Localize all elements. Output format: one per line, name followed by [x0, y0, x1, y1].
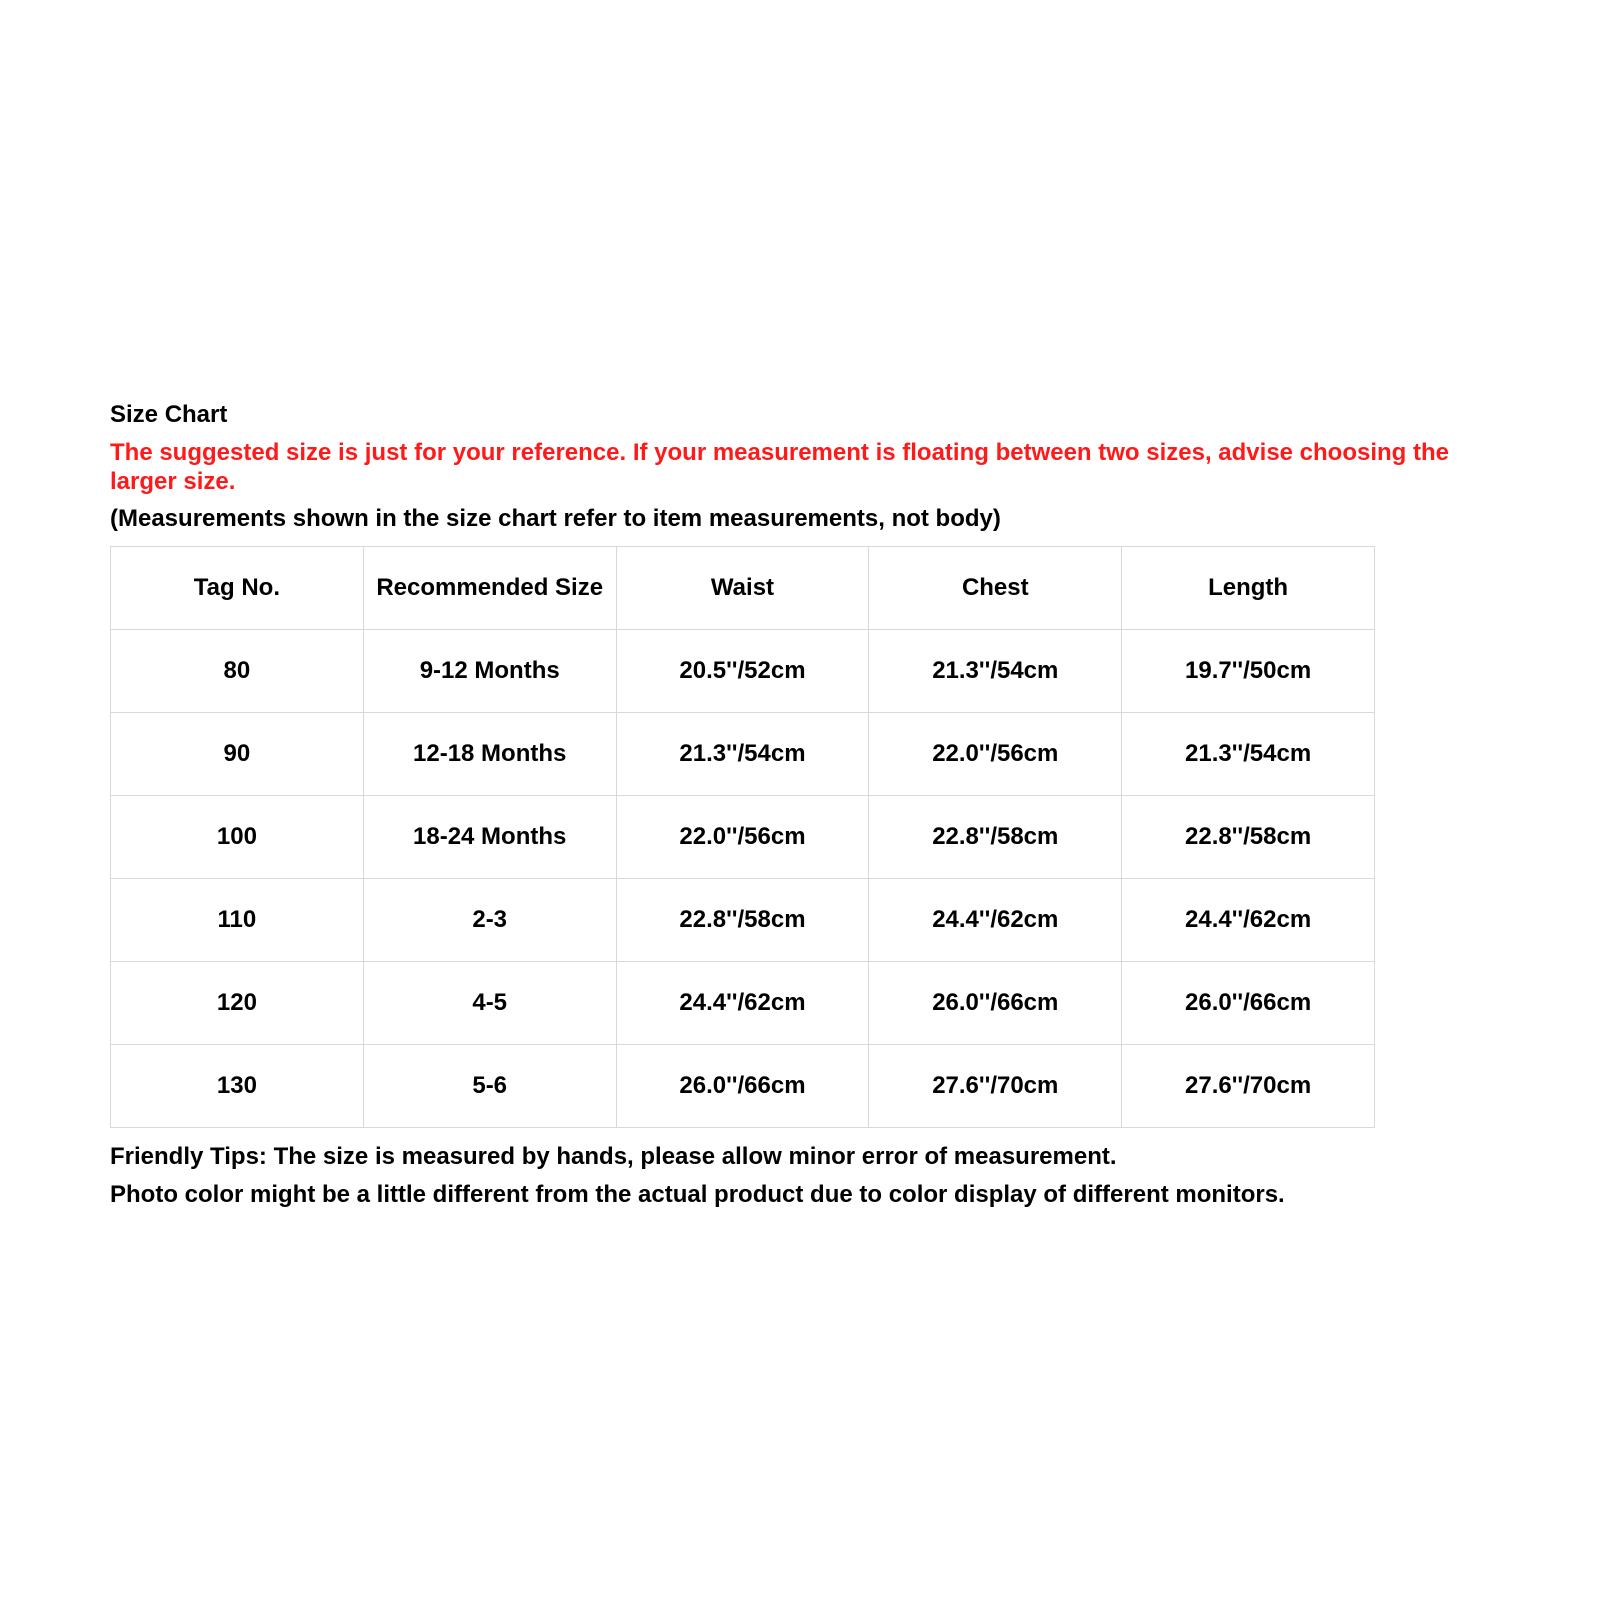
size-chart-section	[110, 400, 1510, 1210]
cell-tag-no: 100	[111, 796, 364, 879]
table-row	[111, 879, 1375, 962]
cell-tag-no: 130	[111, 1045, 364, 1128]
column-header-length: Length	[1122, 547, 1375, 630]
cell-recommended-size: 9-12 Months	[363, 630, 616, 713]
table-row	[111, 713, 1375, 796]
table-header-row	[111, 547, 1375, 630]
cell-waist: 20.5''/52cm	[616, 630, 869, 713]
cell-length: 27.6''/70cm	[1122, 1045, 1375, 1128]
table-row	[111, 796, 1375, 879]
cell-chest: 22.0''/56cm	[869, 713, 1122, 796]
cell-chest: 24.4''/62cm	[869, 879, 1122, 962]
column-header-chest: Chest	[869, 547, 1122, 630]
cell-recommended-size: 12-18 Months	[363, 713, 616, 796]
table-row	[111, 962, 1375, 1045]
cell-tag-no: 110	[111, 879, 364, 962]
cell-length: 19.7''/50cm	[1122, 630, 1375, 713]
cell-chest: 22.8''/58cm	[869, 796, 1122, 879]
cell-recommended-size: 5-6	[363, 1045, 616, 1128]
cell-recommended-size: 4-5	[363, 962, 616, 1045]
cell-length: 22.8''/58cm	[1122, 796, 1375, 879]
cell-recommended-size: 18-24 Months	[363, 796, 616, 879]
size-table	[110, 546, 1375, 1128]
cell-length: 21.3''/54cm	[1122, 713, 1375, 796]
table-row	[111, 630, 1375, 713]
cell-waist: 21.3''/54cm	[616, 713, 869, 796]
color-disclaimer: Photo color might be a little different from the actual product due to color display of different monitors.	[110, 1181, 1285, 1208]
friendly-tip: Friendly Tips: The size is measured by hands, please allow minor error of measurement.	[110, 1143, 1117, 1170]
column-header-waist: Waist	[616, 547, 869, 630]
cell-length: 26.0''/66cm	[1122, 962, 1375, 1045]
cell-tag-no: 80	[111, 630, 364, 713]
cell-chest: 27.6''/70cm	[869, 1045, 1122, 1128]
cell-tag-no: 90	[111, 713, 364, 796]
cell-chest: 26.0''/66cm	[869, 962, 1122, 1045]
column-header-recommended-size: Recommended Size	[363, 547, 616, 630]
cell-waist: 22.0''/56cm	[616, 796, 869, 879]
cell-waist: 26.0''/66cm	[616, 1045, 869, 1128]
cell-tag-no: 120	[111, 962, 364, 1045]
size-advice-notice: The suggested size is just for your reference. If your measurement is floating between two sizes, advise choosing the larger size.	[110, 439, 1450, 495]
cell-waist: 22.8''/58cm	[616, 879, 869, 962]
cell-waist: 24.4''/62cm	[616, 962, 869, 1045]
cell-length: 24.4''/62cm	[1122, 879, 1375, 962]
cell-chest: 21.3''/54cm	[869, 630, 1122, 713]
table-row	[111, 1045, 1375, 1128]
measurement-note: (Measurements shown in the size chart refer to item measurements, not body)	[110, 505, 1001, 532]
column-header-tag-no: Tag No.	[111, 547, 364, 630]
cell-recommended-size: 2-3	[363, 879, 616, 962]
page-title: Size Chart	[110, 401, 228, 428]
